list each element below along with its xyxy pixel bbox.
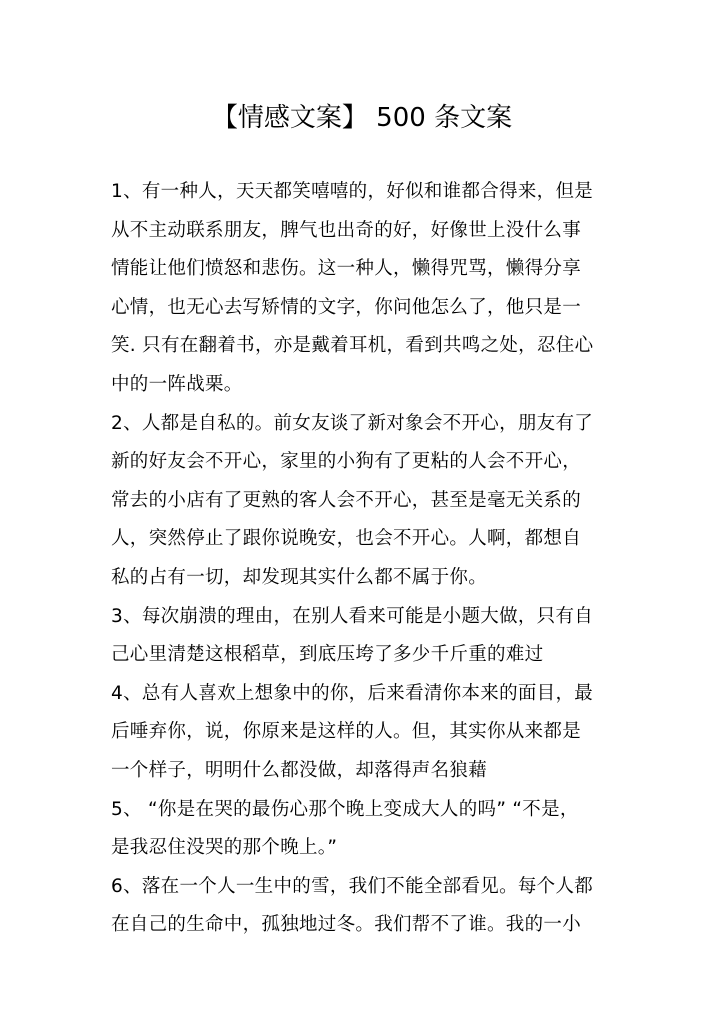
- text-line: 是我忍住没哭的那个晚上。”: [111, 837, 338, 859]
- page-title: 【情感文案】 500 条文案: [211, 103, 513, 133]
- text-line: 中的一阵战栗。: [111, 373, 243, 395]
- text-line: 从不主动联系朋友，脾气也出奇的好，好像世上没什么事: [111, 219, 582, 241]
- text-line: 3、每次崩溃的理由，在别人看来可能是小题大做，只有自: [111, 605, 594, 627]
- text-line: 1、有一种人，天天都笑嘻嘻的，好似和谁都合得来，但是: [111, 181, 594, 202]
- text-line: 2、人都是自私的。前女友谈了新对象会不开心，朋友有了: [111, 412, 594, 434]
- text-line: 常去的小店有了更熟的客人会不开心，甚至是毫无关系的: [111, 489, 582, 511]
- text-line: 新的好友会不开心，家里的小狗有了更粘的人会不开心，: [111, 451, 582, 473]
- text-line: 人，突然停止了跟你说晚安，也会不开心。人啊，都想自: [111, 528, 582, 550]
- text-line: 4、总有人喜欢上想象中的你，后来看清你本来的面目，最: [111, 682, 594, 704]
- text-line: 笑. 只有在翻着书，亦是戴着耳机，看到共鸣之处，忍住心: [111, 335, 594, 357]
- text-line: 6、落在一个人一生中的雪，我们不能全部看见。每个人都: [111, 875, 594, 897]
- text-line: 己心里清楚这根稻草，到底压垮了多少千斤重的难过: [111, 644, 544, 666]
- text-line: 在自己的生命中，孤独地过冬。我们帮不了谁。我的一小: [111, 914, 582, 936]
- text-line: 私的占有一切，却发现其实什么都不属于你。: [111, 566, 488, 588]
- text-line: 5、 “你是在哭的最伤心那个晚上变成大人的吗” “不是，: [111, 798, 579, 820]
- text-line: 后唾弃你，说，你原来是这样的人。但，其实你从来都是: [111, 721, 582, 743]
- document-body: [111, 173, 617, 945]
- text-line: 一个样子，明明什么都没做，却落得声名狼藉: [111, 759, 488, 781]
- text-line: 心情，也无心去写矫情的文字，你问他怎么了，他只是一: [111, 296, 582, 318]
- text-line: 情能让他们愤怒和悲伤。这一种人，懒得咒骂，懒得分享: [111, 258, 582, 280]
